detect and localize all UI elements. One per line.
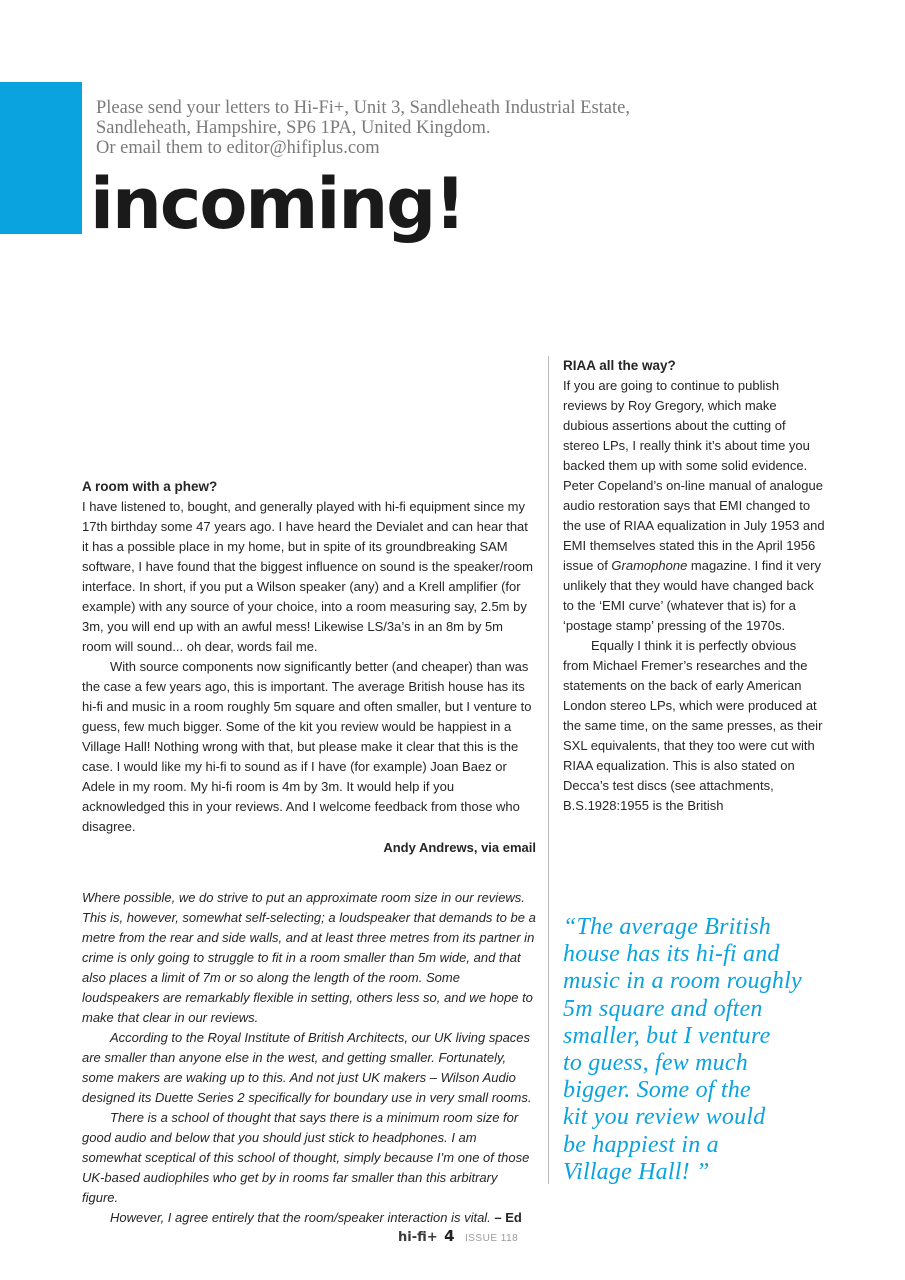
editor-paragraph: According to the Royal Institute of British Architects, our UK living spaces are smaller than anyone else in the west, and getting smaller. Fortunately, some makers are waking up to this. And not just UK makers – Wilson Audio designed its Duette Series 2 specifically for boundary use in very small rooms. xyxy=(82,1030,532,1105)
editor-reply xyxy=(82,888,536,1228)
accent-bar xyxy=(0,82,82,234)
page-title: incoming! xyxy=(90,163,465,245)
letter-text: magazine. I find it very unlikely that they would have changed back to the ‘EMI curve’ (whatever that is) for a ‘postage stamp’ pressing of the 1970s. xyxy=(563,558,821,633)
pull-quote-line: be happiest in a xyxy=(563,1131,719,1158)
issue-number: ISSUE 118 xyxy=(464,1233,519,1244)
submission-address xyxy=(96,98,796,158)
pull-quote-line: smaller, but I venture xyxy=(563,1022,771,1049)
publication-title: Gramophone xyxy=(611,558,688,573)
letter-heading: RIAA all the way? xyxy=(563,358,676,373)
letter-riaa-all-the-way xyxy=(563,356,825,816)
pull-quote-line: “The average British xyxy=(563,914,771,940)
address-line: Or email them to editor@hifiplus.com xyxy=(96,138,380,158)
editor-paragraph-final xyxy=(82,1208,536,1228)
editor-mark: – Ed xyxy=(494,1210,522,1225)
letter-room-with-a-phew xyxy=(82,477,536,1228)
letter-paragraph: I have listened to, bought, and generally played with hi-fi equipment since my 17th birthday some 47 years ago. I have heard the Devialet and can hear that it has a possible place in my home, but in spite of its groundbreaking SAM software, I have found that the biggest influence on sound is the speaker/room interface. In short, if you put a Wilson speaker (any) and a Krell amplifier (for example) with any source of your choice, into a room measuring say, 2.5m by 3m, you will end up with an awful mess! Likewise LS/3a’s in an 8m by 5m room will sound... oh dear, words fail me. xyxy=(82,499,533,654)
letter-paragraph: With source components now significantly better (and cheaper) than was the case a few years ago, this is important. The average British house has its hi-fi and music in a room roughly 5m square and often smaller, but I venture to guess, few much bigger. Some of the kit you review would be happiest in a Village Hall! Nothing wrong with that, but please make it clear that this is the case. I would like my hi-fi to sound as if I have (for example) Joan Baez or Adele in my room. My hi-fi room is 4m by 3m. It would help if you acknowledged this in your reviews. And I welcome feedback from those who disagree. xyxy=(82,659,532,834)
page-number: 4 xyxy=(444,1227,455,1245)
pull-quote-line: to guess, few much xyxy=(563,1050,748,1077)
pull-quote xyxy=(563,914,853,1186)
hifi-plus-logo: hi-fi+ xyxy=(398,1230,438,1245)
address-line: Sandleheath, Hampshire, SP6 1PA, United Kingdom. xyxy=(96,118,491,138)
editor-paragraph: Where possible, we do strive to put an approximate room size in our reviews. This is, however, somewhat self-selecting; a loudspeaker that demands to be a metre from the rear and side walls, and at least three metres from its partner in crime is only going to struggle to fit in a room smaller than 5m wide, and that also places a limit of 7m or so along the length of the room. Some loudspeakers are remarkably flexible in setting, others less so, and we hope to make that clear in our reviews. xyxy=(82,890,536,1025)
column-divider xyxy=(548,356,549,1184)
pull-quote-line: music in a room roughly xyxy=(563,968,802,995)
letter-heading: A room with a phew? xyxy=(82,479,218,494)
pull-quote-line: house has its hi-fi and xyxy=(563,941,780,968)
page-footer xyxy=(398,1228,518,1247)
pull-quote-line: Village Hall! ” xyxy=(563,1158,710,1185)
editor-closing-text: However, I agree entirely that the room/speaker interaction is vital. xyxy=(110,1210,491,1225)
letter-text: If you are going to continue to publish reviews by Roy Gregory, which make dubious assertions about the cutting of stereo LPs, I really think it’s about time you backed them up with some solid evidence. Peter Copeland’s on-line manual of analogue audio restoration says that EMI changed to the use of RIAA equalization in July 1953 and EMI themselves stated this in the April 1956 issue of xyxy=(563,378,825,573)
pull-quote-line: kit you review would xyxy=(563,1104,766,1131)
pull-quote-line: bigger. Some of the xyxy=(563,1077,751,1104)
address-line: Please send your letters to Hi-Fi+, Unit 3, Sandleheath Industrial Estate, xyxy=(96,98,630,118)
letter-paragraph: Equally I think it is perfectly obvious from Michael Fremer’s researches and the statements on the back of early American London stereo LPs, which were produced at the same time, on the same presses, as their SXL equivalents, that they too were cut with RIAA equalization. This is also stated on Decca’s test discs (see attachments, B.S.1928:1955 is the British xyxy=(563,638,823,813)
pull-quote-line: 5m square and often xyxy=(563,995,763,1022)
letter-signature: Andy Andrews, via email xyxy=(383,840,536,855)
letter-paragraph xyxy=(563,376,825,636)
editor-paragraph: There is a school of thought that says there is a minimum room size for good audio and below that you should just stick to headphones. I am somewhat sceptical of this school of thought, simply because I’m one of those UK-based audiophiles who get by in rooms far smaller than this arbitrary figure. xyxy=(82,1110,530,1205)
